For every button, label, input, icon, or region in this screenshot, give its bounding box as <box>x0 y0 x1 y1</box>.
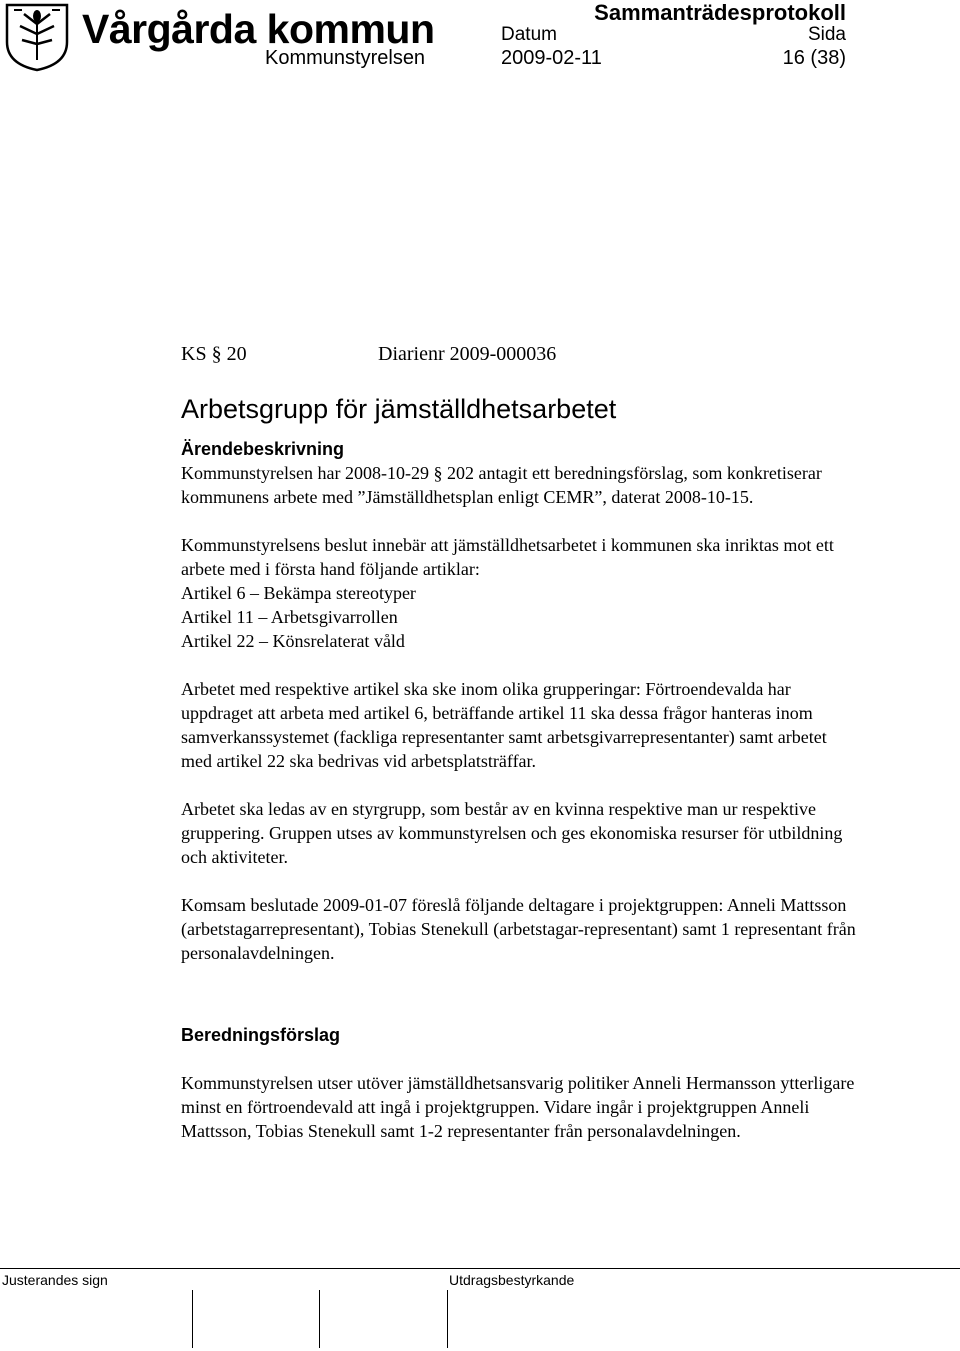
case-number: KS § 20 <box>181 343 247 365</box>
case-title: Arbetsgrupp för jämställdhetsarbetet <box>181 394 617 424</box>
adjuster-signature-label: Justerandes sign <box>2 1272 108 1288</box>
page-label: Sida <box>807 24 846 45</box>
footer-divider <box>0 1268 960 1269</box>
extract-certification-label: Utdragsbestyrkande <box>449 1272 575 1288</box>
date-value: 2009-02-11 <box>501 47 602 69</box>
page-number: 16 (38) <box>782 47 846 69</box>
article-item: Artikel 11 – Arbetsgivarrollen <box>181 607 398 627</box>
description-heading: Ärendebeskrivning <box>181 439 345 459</box>
date-label: Datum <box>501 24 557 45</box>
article-item: Artikel 22 – Könsrelaterat våld <box>181 631 405 651</box>
article-item: Artikel 6 – Bekämpa stereotyper <box>181 583 416 603</box>
case-reference <box>181 340 861 368</box>
description-paragraph-4: Arbetet ska ledas av en styrgrupp, som består av en kvinna respektive man ur respektive gruppering. Gruppen utses av kommunstyrelsen och ges ekonomiska resurser för utbildning och aktiviteter. <box>181 799 843 867</box>
proposal-heading: Beredningsförslag <box>181 1025 341 1045</box>
protocol-body <box>181 340 861 1143</box>
organization-name: Kommunstyrelsen <box>265 47 426 69</box>
description-paragraph-1: Kommunstyrelsen har 2008-10-29 § 202 antagit ett beredningsförslag, som konkretiserar kommunens arbete med ”Jämställdhetsplan enligt CEMR”, daterat 2008-10-15. <box>181 463 822 507</box>
signature-box-divider <box>447 1290 448 1348</box>
proposal-paragraph: Kommunstyrelsen utser utöver jämställdhetsansvarig politiker Anneli Hermansson ytterligare minst en förtroendevald att ingå i projektgruppen. Vidare ingår i projektgruppen Anneli Mattsson, Tobias Stenekull samt 1-2 representanter från personalavdelningen. <box>181 1073 855 1141</box>
municipal-crest-icon <box>4 2 70 72</box>
signature-box-divider <box>192 1290 193 1348</box>
diary-number: Diarienr 2009-000036 <box>378 343 557 365</box>
signature-box-divider <box>319 1290 320 1348</box>
description-paragraph-5: Komsam beslutade 2009-01-07 föreslå följande deltagare i projektgruppen: Anneli Mattsson (arbetstagarrepresentant), Tobias Stenekull (arbetstagar-representant) samt 1 representant från personalavdelningen. <box>181 895 856 963</box>
municipality-logo-text: Vårgårda kommun <box>82 6 435 52</box>
document-type: Sammanträdesprotokoll <box>594 0 846 25</box>
description-paragraph-3: Arbetet med respektive artikel ska ske inom olika grupperingar: Förtroendevalda har uppdraget att arbeta med artikel 6, beträffande artikel 11 ska dessa frågor hanteras inom samverkanssystemet (fackliga representanter samt arbetsgivarrepresentanter) samt arbetet med artikel 22 ska bedrivas vid arbetsplatsträffar. <box>181 679 827 771</box>
description-paragraph-2: Kommunstyrelsens beslut innebär att jämställdhetsarbetet i kommunen ska inriktas mot ett arbete med i första hand följande artiklar: <box>181 535 834 579</box>
